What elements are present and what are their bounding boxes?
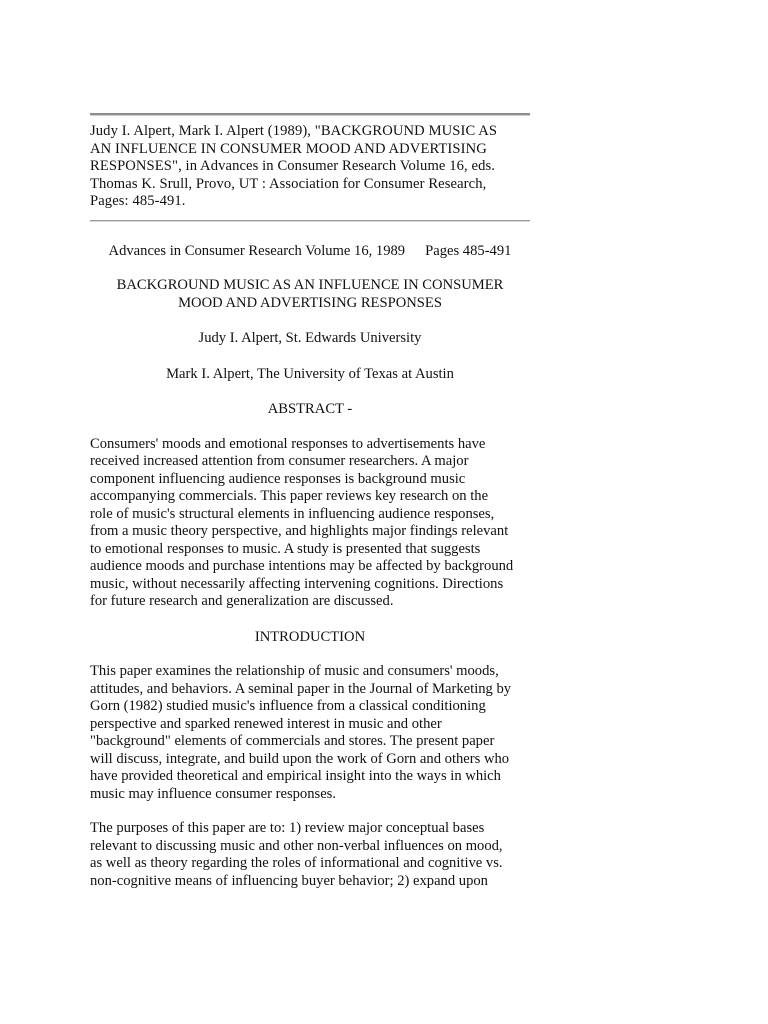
text-line: music, without necessarily affecting intervening cognitions. Directions [90,575,504,592]
paper-title [90,277,530,312]
abstract-heading: ABSTRACT - [267,401,353,417]
author-1: Judy I. Alpert, St. Edwards University [198,330,422,346]
text-line: non-cognitive means of influencing buyer behavior; 2) expand upon [90,872,488,889]
citation-block [90,123,530,211]
text-line: have provided theoretical and empirical insight into the ways in which [90,768,501,784]
citation-line: Judy I. Alpert, Mark I. Alpert (1989), "BACKGROUND MUSIC AS [90,123,498,139]
text-line: This paper examines the relationship of music and consumers' moods, [90,663,499,679]
text-line: role of music's structural elements in influencing audience responses, [90,505,495,522]
journal-name: Advances in Consumer Research Volume 16, 1989 [108,242,406,259]
text-line: "background" elements of commercials and stores. The present paper [90,733,495,749]
introduction-heading: INTRODUCTION [254,628,366,645]
text-line: for future research and generalization are discussed. [90,593,394,609]
text-line: from a music theory perspective, and highlights major findings relevant [90,523,509,539]
text-line: perspective and sparked renewed interest in music and other [90,715,442,732]
text-line: to emotional responses to music. A study is presented that suggests [90,540,481,557]
text-line: received increased attention from consumer researchers. A major [90,453,469,469]
abstract-paragraph [90,436,530,611]
introduction-paragraph-2 [90,820,530,890]
journal-header [90,243,530,261]
text-line: The purposes of this paper are to: 1) review major conceptual bases [90,820,485,836]
text-line: component influencing audience responses is background music [90,470,466,487]
text-line: as well as theory regarding the roles of informational and cognitive vs. [90,855,503,871]
citation-line: AN INFLUENCE IN CONSUMER MOOD AND ADVERTISING [90,140,487,157]
citation-divider [90,220,530,222]
citation-line: RESPONSES", in Advances in Consumer Research Volume 16, eds. [90,158,496,174]
author-2: Mark I. Alpert, The University of Texas at Austin [166,365,454,382]
text-line: will discuss, integrate, and build upon the work of Gorn and others who [90,750,510,767]
citation-line: Thomas K. Srull, Provo, UT : Association for Consumer Research, [90,175,487,192]
text-line: Gorn (1982) studied music's influence from a classical conditioning [90,698,486,714]
page-range: Pages 485-491 [425,242,512,259]
text-line: relevant to discussing music and other non-verbal influences on mood, [90,837,503,854]
text-line: accompanying commercials. This paper reviews key research on the [90,488,489,504]
citation-line: Pages: 485-491. [90,193,186,209]
introduction-paragraph-1 [90,663,530,803]
text-line: audience moods and purchase intentions may be affected by background [90,558,514,574]
text-line: attitudes, and behaviors. A seminal paper in the Journal of Marketing by [90,680,512,697]
text-line: music may influence consumer responses. [90,785,336,802]
title-line: MOOD AND ADVERTISING RESPONSES [178,294,442,311]
title-line: BACKGROUND MUSIC AS AN INFLUENCE IN CONSUMER [116,277,504,293]
paper-page [90,113,530,890]
top-divider [90,113,530,116]
text-line: Consumers' moods and emotional responses to advertisements have [90,435,486,452]
